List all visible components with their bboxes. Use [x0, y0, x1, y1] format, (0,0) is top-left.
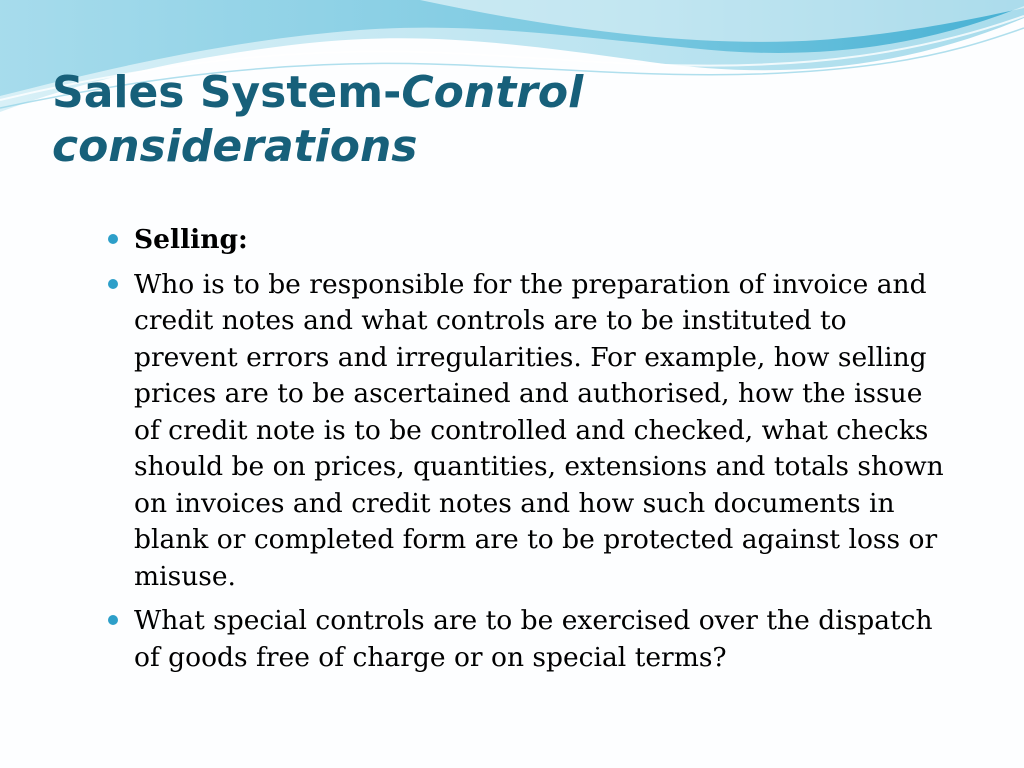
bullet-list: [106, 222, 956, 684]
title-italic-text: Control: [401, 67, 584, 118]
slide-title: [52, 66, 952, 173]
bullet-item: [106, 267, 956, 596]
bullet-text: Who is to be responsible for the preparation of invoice and credit notes and what controls are to be instituted to prevent errors and irregularities. For example, how selling prices are to be ascertained and authorised, how the issue of credit note is to be controlled and checked, what checks should be on prices, quantities, extensions and totals shown on invoices and credit notes and how such documents in blank or completed form are to be protected against loss or misuse.: [134, 268, 944, 592]
bullet-dot-icon: [108, 615, 118, 625]
bullet-text: What special controls are to be exercised over the dispatch of goods free of charge or on special terms?: [134, 605, 933, 673]
bullet-item: [106, 603, 956, 676]
bullet-dot-icon: [108, 279, 118, 289]
title-text: Sales System-: [52, 67, 402, 118]
title-italic-text-line2: considerations: [52, 120, 418, 172]
bullet-text: Selling:: [134, 224, 248, 255]
bullet-item: [106, 222, 956, 259]
bullet-dot-icon: [108, 234, 118, 244]
